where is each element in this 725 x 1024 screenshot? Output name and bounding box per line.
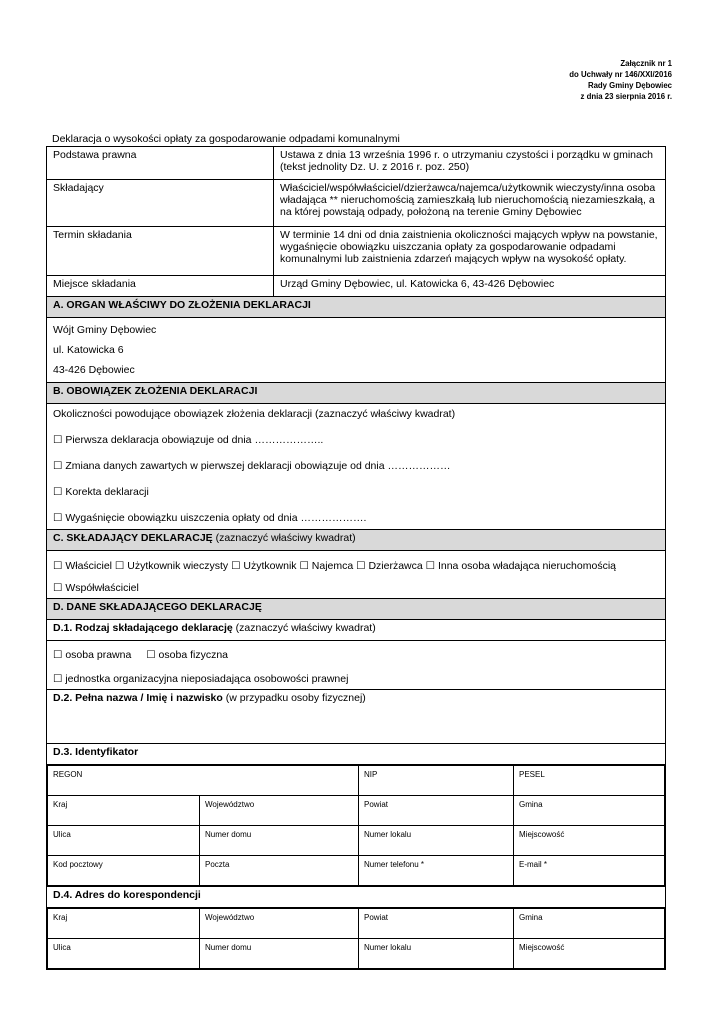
corr-street-field[interactable]: Ulica	[48, 939, 200, 969]
termin-label: Termin składania	[47, 227, 274, 276]
skladajacy-value: Właściciel/współwłaściciel/dzierżawca/najemca/użytkownik wieczysty/inna osoba władająca ** nieruchomością zamieszkałą lub nieruchomością niezamieszkałą, a na której powstają odpady, położoną na terenie Gminy Dębowiec	[274, 180, 666, 227]
d4-grid-cell	[47, 908, 666, 970]
post-office-field[interactable]: Poczta	[200, 856, 359, 886]
section-b-body	[47, 404, 666, 530]
attachment-header	[569, 58, 672, 102]
correction-checkbox[interactable]: ☐ Korekta deklaracji	[53, 486, 149, 498]
section-c-body	[47, 551, 666, 599]
header-line-1: Załącznik nr 1	[620, 59, 672, 68]
section-b-intro: Okoliczności powodujące obowiązek złożenia deklaracji (zaznaczyć właściwy kwadrat)	[53, 408, 456, 420]
natural-person-checkbox[interactable]: ☐ osoba fizyczna	[146, 649, 229, 661]
section-a-header: A. ORGAN WŁAŚCIWY DO ZŁOŻENIA DEKLARACJI	[47, 297, 666, 318]
skladajacy-label: Składający	[47, 180, 274, 227]
data-change-checkbox[interactable]: ☐ Zmiana danych zawartych w pierwszej deklaracji obowiązuje od dnia ………………	[53, 460, 451, 472]
email-field[interactable]: E-mail *	[514, 856, 665, 886]
apartment-number-field[interactable]: Numer lokalu	[359, 826, 514, 856]
corr-locality-field[interactable]: Miejscowość	[514, 939, 665, 969]
nip-field[interactable]: NIP	[359, 766, 514, 796]
d2-title: D.2. Pełna nazwa / Imię i nazwisko	[53, 692, 223, 704]
termin-value: W terminie 14 dni od dnia zaistnienia okoliczności mających wpływ na powstanie, wygaśnięcie obowiązku uiszczania opłaty za gospodarowanie odpadami komunalnymi lub zaistnienia zdarzeń mających wpływ na wysokość opłaty.	[274, 227, 666, 276]
corr-county-field[interactable]: Powiat	[359, 909, 514, 939]
corr-apartment-number-field[interactable]: Numer lokalu	[359, 939, 514, 969]
first-declaration-checkbox[interactable]: ☐ Pierwsza deklaracja obowiązuje od dnia ………………..	[53, 434, 324, 446]
phone-field[interactable]: Numer telefonu *	[359, 856, 514, 886]
d3-grid-cell	[47, 765, 666, 887]
corr-voivodeship-field[interactable]: Województwo	[200, 909, 359, 939]
commune-field[interactable]: Gmina	[514, 796, 665, 826]
d1-header	[47, 620, 666, 641]
document-title: Deklaracja o wysokości opłaty za gospodarowanie odpadami komunalnymi	[52, 133, 400, 145]
d3-header: D.3. Identyfikator	[47, 744, 666, 765]
pesel-field[interactable]: PESEL	[514, 766, 665, 796]
section-d-header: D. DANE SKŁADAJĄCEGO DEKLARACJĘ	[47, 599, 666, 620]
miejsce-label: Miejsce składania	[47, 276, 274, 297]
section-c-header	[47, 530, 666, 551]
corr-country-field[interactable]: Kraj	[48, 909, 200, 939]
declaration-form	[46, 146, 666, 970]
d1-body	[47, 641, 666, 690]
postal-code-field[interactable]: Kod pocztowy	[48, 856, 200, 886]
correspondence-grid	[47, 908, 665, 969]
co-owner-checkbox[interactable]: ☐ Współwłaściciel	[53, 582, 139, 594]
corr-commune-field[interactable]: Gmina	[514, 909, 665, 939]
regon-field[interactable]: REGON	[48, 766, 359, 796]
organ-name: Wójt Gminy Dębowiec	[53, 324, 157, 336]
expiry-checkbox[interactable]: ☐ Wygaśnięcie obowiązku uiszczenia opłaty od dnia ……………….	[53, 512, 367, 524]
podstawa-value: Ustawa z dnia 13 września 1996 r. o utrzymaniu czystości i porządku w gminach (tekst jednolity Dz. U. z 2016 r. poz. 250)	[274, 147, 666, 180]
locality-field[interactable]: Miejscowość	[514, 826, 665, 856]
organizational-unit-checkbox[interactable]: ☐ jednostka organizacyjna nieposiadająca osobowości prawnej	[53, 673, 349, 685]
organ-street: ul. Katowicka 6	[53, 344, 124, 356]
corr-house-number-field[interactable]: Numer domu	[200, 939, 359, 969]
street-field[interactable]: Ulica	[48, 826, 200, 856]
voivodeship-field[interactable]: Województwo	[200, 796, 359, 826]
header-line-3: Rady Gminy Dębowiec	[587, 81, 672, 90]
submitter-type-options[interactable]: ☐ Właściciel ☐ Użytkownik wieczysty ☐ Użytkownik ☐ Najemca ☐ Dzierżawca ☐ Inna osoba władająca nieruchomością	[53, 560, 616, 572]
d1-note: (zaznaczyć właściwy kwadrat)	[232, 622, 376, 634]
d1-title: D.1. Rodzaj składającego deklarację	[53, 622, 233, 634]
d2-note: (w przypadku osoby fizycznej)	[222, 692, 366, 704]
organ-city: 43-426 Dębowiec	[53, 364, 135, 376]
legal-person-checkbox[interactable]: ☐ osoba prawna	[53, 649, 132, 661]
section-b-header: B. OBOWIĄZEK ZŁOŻENIA DEKLARACJI	[47, 383, 666, 404]
miejsce-value: Urząd Gminy Dębowiec, ul. Katowicka 6, 43-426 Dębowiec	[274, 276, 666, 297]
header-line-2: do Uchwały nr 146/XXI/2016	[569, 70, 672, 79]
county-field[interactable]: Powiat	[359, 796, 514, 826]
house-number-field[interactable]: Numer domu	[200, 826, 359, 856]
country-field[interactable]: Kraj	[48, 796, 200, 826]
d2-field[interactable]	[47, 690, 666, 744]
identifier-grid	[47, 765, 665, 886]
section-c-note: (zaznaczyć właściwy kwadrat)	[212, 532, 356, 544]
header-line-4: z dnia 23 sierpnia 2016 r.	[580, 92, 672, 101]
podstawa-label: Podstawa prawna	[47, 147, 274, 180]
d4-header: D.4. Adres do korespondencji	[47, 887, 666, 908]
section-c-title: C. SKŁADAJĄCY DEKLARACJĘ	[53, 532, 213, 544]
section-a-body	[47, 318, 666, 383]
